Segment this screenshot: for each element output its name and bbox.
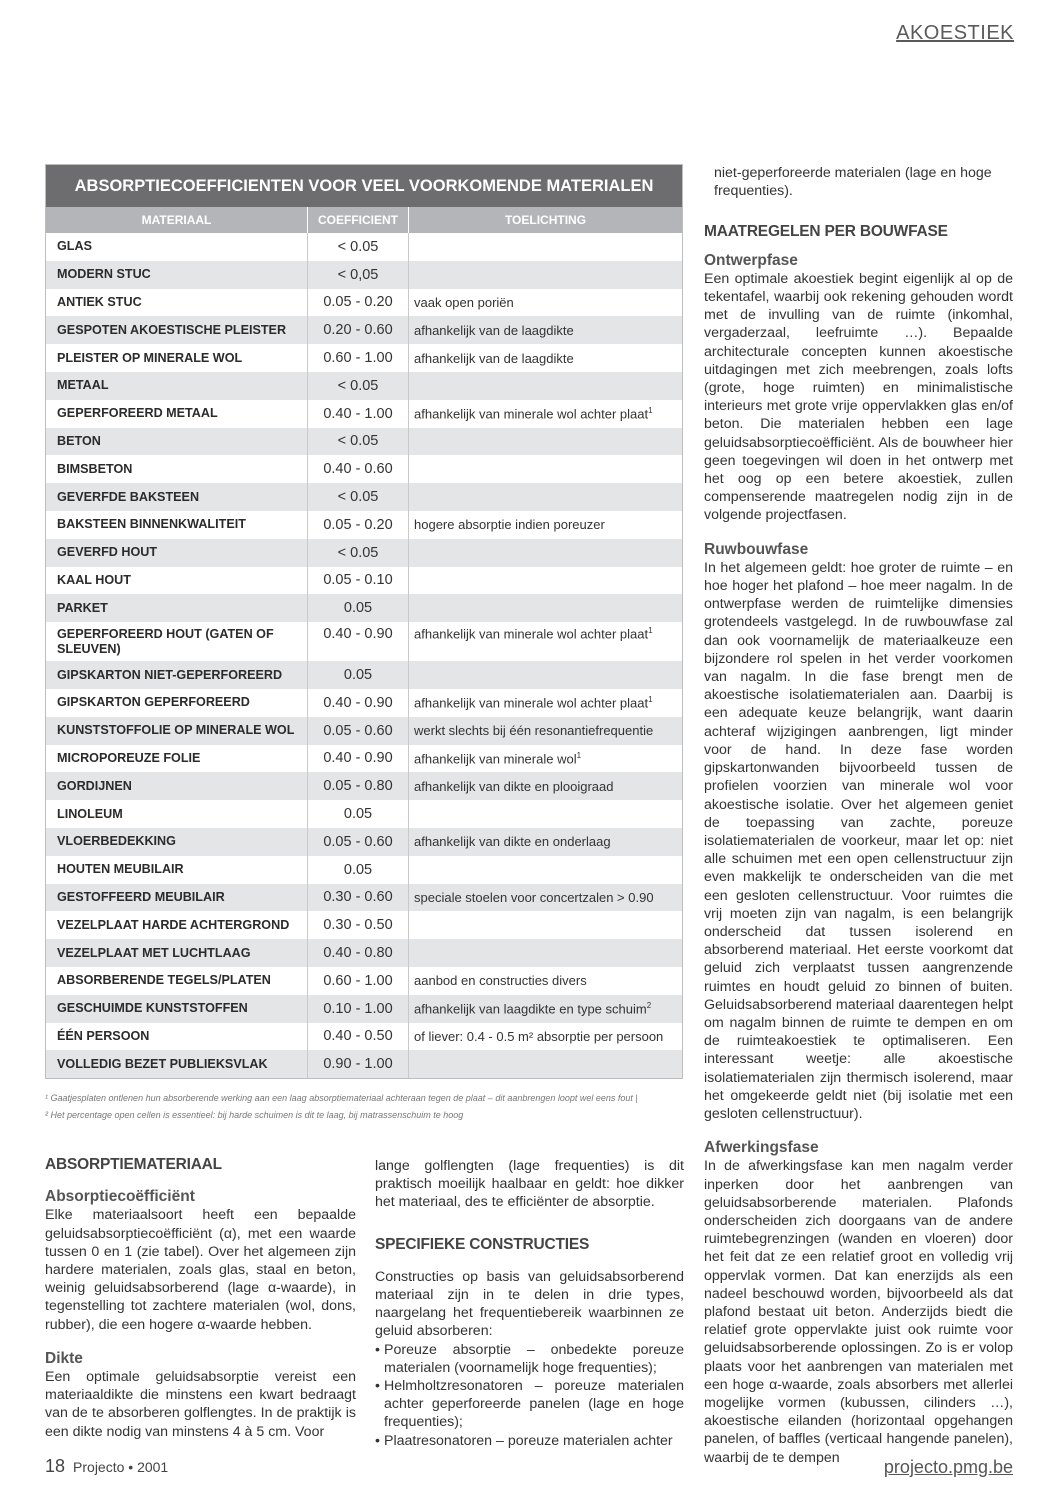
subheading-ruwbouwfase: Ruwbouwfase — [704, 540, 809, 558]
cell-coefficient: 0.20 - 0.60 — [308, 316, 409, 344]
cell-material: ÉÉN PERSOON — [46, 1023, 308, 1051]
cell-note — [409, 323, 682, 338]
column-right — [704, 164, 1013, 1467]
section-tag: AKOESTIEK — [896, 22, 1014, 44]
cell-material: GESPOTEN AKOESTISCHE PLEISTER — [46, 316, 308, 344]
column-header-note: TOELICHTING — [504, 213, 587, 227]
cell-coefficient: 0.40 - 0.60 — [308, 455, 409, 483]
cell-material: BETON — [46, 428, 308, 456]
cell-coefficient: 0.05 - 0.80 — [308, 772, 409, 800]
cell-note — [409, 834, 682, 849]
cell-coefficient: < 0.05 — [308, 233, 409, 261]
paragraph: Een optimale geluidsabsorptie vereist een materiaaldikte die minstens een kwart bedraagt van de te absorberen golflengtes. In de praktijk is een dikte nodig van minstens 4 à 5 cm. Voor — [45, 1369, 356, 1440]
footnote-ref: 1 — [648, 626, 653, 636]
cell-material: GESCHUIMDE KUNSTSTOFFEN — [46, 995, 308, 1023]
page-number: 18 — [45, 1456, 66, 1476]
cell-material: KAAL HOUT — [46, 567, 308, 595]
cell-coefficient: 0.05 — [308, 856, 409, 884]
table-row — [46, 967, 682, 995]
cell-note — [409, 779, 682, 794]
paragraph: Constructies op basis van geluidsabsorberend materiaal zijn in te delen in drie types, naargelang het frequentiebereik waarbinnen ze geluid absorberen: — [375, 1268, 684, 1340]
cell-material: GEVERFDE BAKSTEEN — [46, 483, 308, 511]
cell-note — [409, 695, 682, 710]
cell-material: GLAS — [46, 233, 308, 261]
list-item: • Plaatresonatoren – poreuze materialen achter — [375, 1432, 684, 1450]
table-row — [46, 400, 682, 428]
cell-material: METAAL — [46, 372, 308, 400]
heading-maatregelen: MAATREGELEN PER BOUWFASE — [704, 223, 948, 241]
note-text: afhankelijk van minerale wol achter plaat — [414, 695, 649, 711]
table-footnotes — [45, 1090, 695, 1124]
table-row — [46, 745, 682, 773]
cell-coefficient: < 0.05 — [308, 372, 409, 400]
note-text: afhankelijk van laagdikte en type schuim — [414, 1001, 647, 1017]
table-row — [46, 511, 682, 539]
table-row — [46, 233, 682, 261]
cell-material: BAKSTEEN BINNENKWALITEIT — [46, 511, 308, 539]
cell-material: VOLLEDIG BEZET PUBLIEKSVLAK — [46, 1050, 308, 1078]
cell-material: GESTOFFEERD MEUBILAIR — [46, 884, 308, 912]
paragraph: Elke materiaalsoort heeft een bepaalde geluidsabsorptiecoëfficiënt (α), met een waarde tussen 0 en 1 (zie tabel). Over het algemeen zijn hardere materialen, zoals glas, staal en beton, weinig geluidsabsorberend (lage α-waarde), in tegenstelling tot zachtere materialen (wol, dons, rubber), die een hogere α-waarde hebben. — [45, 1207, 356, 1333]
table-row — [46, 622, 682, 661]
table-body — [46, 233, 682, 1078]
cell-coefficient: 0.05 - 0.60 — [308, 717, 409, 745]
cell-note — [409, 973, 682, 988]
table-row — [46, 800, 682, 828]
magazine-name: Projecto • 2001 — [73, 1459, 169, 1475]
footnote-1: ¹ Gaatjesplaten ontlenen hun absorberende werking aan een laag absorptiemateriaal achteraan tegen de plaat – dit aanbrengen loopt wel eens fout | — [45, 1093, 638, 1103]
cell-material: GEPERFOREERD HOUT (GATEN OF SLEUVEN) — [46, 622, 308, 661]
cell-coefficient: 0.60 - 1.00 — [308, 967, 409, 995]
cell-coefficient: 0.05 - 0.20 — [308, 289, 409, 317]
heading-absorptiemateriaal: ABSORPTIEMATERIAAL — [45, 1156, 222, 1173]
note-text: hogere absorptie indien poreuzer — [414, 517, 605, 533]
footnote-ref: 1 — [648, 695, 653, 705]
cell-coefficient: < 0.05 — [308, 539, 409, 567]
cell-coefficient: 0.05 — [308, 800, 409, 828]
table-row — [46, 1050, 682, 1078]
page-footer — [45, 1456, 168, 1477]
column-header-material: MATERIAAL — [46, 207, 308, 233]
cell-material: MICROPOREUZE FOLIE — [46, 745, 308, 773]
paragraph-continuation: niet-geperforeerde materialen (lage en hoge frequenties). — [714, 165, 992, 200]
note-text: afhankelijk van minerale wol achter plaat — [414, 626, 649, 642]
cell-coefficient: 0.05 — [308, 594, 409, 622]
cell-note — [409, 751, 682, 766]
cell-note — [409, 295, 682, 310]
absorption-table — [45, 164, 683, 1079]
subheading-ontwerpfase: Ontwerpfase — [704, 251, 798, 269]
note-text: afhankelijk van dikte en plooigraad — [414, 778, 614, 794]
cell-coefficient: 0.90 - 1.00 — [308, 1050, 409, 1078]
table-row — [46, 539, 682, 567]
cell-material: KUNSTSTOFFOLIE OP MINERALE WOL — [46, 717, 308, 745]
note-text: werkt slechts bij één resonantiefrequentie — [414, 723, 654, 739]
cell-note — [409, 517, 682, 532]
table-row — [46, 483, 682, 511]
cell-note — [409, 351, 682, 366]
footnote-ref: 1 — [576, 750, 582, 760]
cell-coefficient: 0.40 - 0.90 — [308, 689, 409, 717]
table-row — [46, 717, 682, 745]
cell-note — [409, 406, 682, 421]
table-row — [46, 567, 682, 595]
table-row — [46, 911, 682, 939]
cell-coefficient: 0.10 - 1.00 — [308, 995, 409, 1023]
note-text: afhankelijk van minerale wol achter plaat — [414, 406, 649, 422]
table-row — [46, 428, 682, 456]
paragraph: Een optimale akoestiek begint eigenlijk al op de tekentafel, waarbij ook rekening gehouden wordt met de invulling van de ruimte (inkomhal, vergaderzaal, leefruimte …). Bepaalde architecturale concepten kunnen akoestische uitdagingen met zich meebrengen, zoals lofts (grote, hoge ruimten) en minimalistische interieurs met grote vrije oppervlakken glas en/of beton. Die materialen hebben een lage geluidsabsorptiecoëfficiënt. Als de bouwheer hier geen toegevingen wil doen in het ontwerp met het oog op een betere akoestiek, zullen compenserende maatregelen nodig zijn in de volgende projectfasen. — [704, 270, 1013, 524]
cell-material: VEZELPLAAT MET LUCHTLAAG — [46, 939, 308, 967]
table-row — [46, 261, 682, 289]
cell-note — [409, 723, 682, 738]
subheading-dikte: Dikte — [45, 1349, 83, 1367]
note-text: of liever: 0.4 - 0.5 m² absorptie per persoon — [414, 1028, 664, 1044]
heading-specifieke-constructies: SPECIFIEKE CONSTRUCTIES — [375, 1235, 590, 1253]
note-text: aanbod en constructies divers — [414, 973, 587, 989]
table-row — [46, 594, 682, 622]
table-row — [46, 772, 682, 800]
note-text: speciale stoelen voor concertzalen > 0.90 — [414, 889, 654, 905]
footnote-ref: 2 — [646, 1000, 652, 1010]
cell-material: ABSORBERENDE TEGELS/PLATEN — [46, 967, 308, 995]
cell-material: GEVERFD HOUT — [46, 539, 308, 567]
table-row — [46, 1023, 682, 1051]
note-text: afhankelijk van de laagdikte — [414, 350, 574, 366]
cell-coefficient: 0.05 — [308, 661, 409, 689]
footnote-ref: 1 — [648, 406, 653, 416]
note-text: vaak open poriën — [414, 294, 514, 310]
cell-material: GIPSKARTON GEPERFOREERD — [46, 689, 308, 717]
cell-material: VEZELPLAAT HARDE ACHTERGROND — [46, 911, 308, 939]
cell-material: HOUTEN MEUBILAIR — [46, 856, 308, 884]
cell-note — [409, 1029, 682, 1044]
note-text: afhankelijk van minerale wol — [414, 751, 577, 767]
cell-coefficient: 0.40 - 0.80 — [308, 939, 409, 967]
cell-material: ANTIEK STUC — [46, 289, 308, 317]
paragraph: lange golflengten (lage frequenties) is dit praktisch moeilijk haalbaar en geldt: hoe dikker het materiaal, des te efficiënter de absorptie. — [375, 1158, 684, 1211]
website-link[interactable]: projecto.pmg.be — [883, 1457, 1013, 1477]
table-row — [46, 689, 682, 717]
cell-coefficient: 0.30 - 0.60 — [308, 884, 409, 912]
paragraph: In het algemeen geldt: hoe groter de ruimte – en hoe hoger het plafond – hoe meer nagalm. In de ontwerpfase werden de ruimtelijke dimensies grotendeels vastgelegd. In de ruwbouwfase zal dan ook voornamelijk de materiaalkeuze een bijzondere rol spelen in het verder voorkomen van nagalm. In die fase brengt men de akoestische isolatiematerialen aan. Daarbij is een adequate keuze belangrijk, want daarin achteraf wijzigingen aanbrengen, ligt minder voor de hand. In deze fase worden gipskartonwanden bijvoorbeeld tussen de profielen voorzien van minerale wol voor akoestische isolatie. Over het algemeen geniet de toepassing van zachte, poreuze isolatiematerialen de voorkeur, maar let op: niet alle schuimen met een open cellenstructuur zijn even makkelijk te onderscheiden van die met een gesloten cellenstructuur. Voor ruimtes die vrij moeten zijn van nagalm, is een belangrijk onderscheid dat tussen isolerend en absorberend materiaal. Het eerste voorkomt dat geluid zich verplaatst tussen aangrenzende ruimtes en houdt geluid zo binnen of buiten. Geluidsabsorberend materiaal daarentegen helpt om nagalm binnen de ruimte te dempen en om de ruimteakoestiek te optimaliseren. Een interessant weetje: alle akoestische isolatiematerialen zijn thermisch isolerend, maar het omgekeerde geldt niet (bij isolatie met een gesloten cellenstructuur). — [704, 559, 1013, 1122]
cell-note — [409, 1001, 682, 1016]
construction-types-list — [375, 1341, 684, 1450]
cell-coefficient: 0.30 - 0.50 — [308, 911, 409, 939]
column-middle — [375, 1157, 684, 1450]
cell-material: GIPSKARTON NIET-GEPERFOREERD — [46, 661, 308, 689]
table-row — [46, 884, 682, 912]
cell-note — [409, 890, 682, 905]
cell-material: BIMSBETON — [46, 455, 308, 483]
table-title: ABSORPTIECOEFFICIENTEN VOOR VEEL VOORKOMENDE MATERIALEN — [46, 165, 682, 207]
cell-note — [409, 622, 682, 641]
cell-coefficient: 0.05 - 0.60 — [308, 828, 409, 856]
cell-material: PARKET — [46, 594, 308, 622]
cell-material: PLEISTER OP MINERALE WOL — [46, 344, 308, 372]
table-row — [46, 289, 682, 317]
subheading-afwerkingsfase: Afwerkingsfase — [704, 1139, 819, 1157]
cell-coefficient: < 0,05 — [308, 261, 409, 289]
column-left — [45, 1156, 356, 1441]
paragraph: In de afwerkingsfase kan men nagalm verder inperken door het aanbrengen van geluidsabsorberende materialen. Plafonds onderscheiden zich doorgaans van de andere ruimtebegrenzingen (wanden en vloeren) door het feit dat ze een relatief groot en volledig vrij oppervlak vormen. Dat kan enerzijds als een nadeel beschouwd worden, bijvoorbeeld als dat plafond bestaat uit beton. Anderzijds biedt die relatief grote oppervlakte juist ook ruimte voor geluidsabsorberende oplossingen. Zo is er volop plaats voor het aanbrengen van materialen met een hoge α-waarde, zoals absorbers met allerlei mogelijke vormen (kubussen, cilinders …), akoestische eilanden (horizontaal opgehangen panelen, of baffles (verticaal hangende panelen), waarbij de te dempen — [704, 1158, 1013, 1466]
cell-coefficient: 0.05 - 0.20 — [308, 511, 409, 539]
table-row — [46, 939, 682, 967]
cell-material: LINOLEUM — [46, 800, 308, 828]
table-row — [46, 856, 682, 884]
table-header — [46, 207, 682, 233]
note-text: afhankelijk van de laagdikte — [414, 322, 574, 338]
cell-material: GEPERFOREERD METAAL — [46, 400, 308, 428]
table-row — [46, 316, 682, 344]
table-row — [46, 828, 682, 856]
cell-coefficient: 0.40 - 1.00 — [308, 400, 409, 428]
column-header-coefficient: COEFFICIENT — [308, 207, 409, 233]
cell-coefficient: 0.60 - 1.00 — [308, 344, 409, 372]
cell-coefficient: 0.40 - 0.50 — [308, 1023, 409, 1051]
footnote-2: ² Het percentage open cellen is essentieel: bij harde schuimen is dit te laag, bij matrassenschuim te hoog — [45, 1110, 464, 1120]
list-item: • Poreuze absorptie – onbedekte poreuze materialen (voornamelijk hoge frequenties); — [375, 1341, 684, 1377]
cell-material: GORDIJNEN — [46, 772, 308, 800]
table-row — [46, 344, 682, 372]
table-row — [46, 455, 682, 483]
cell-coefficient: < 0.05 — [308, 483, 409, 511]
cell-coefficient: < 0.05 — [308, 428, 409, 456]
cell-coefficient: 0.40 - 0.90 — [308, 622, 409, 661]
table-row — [46, 661, 682, 689]
table-row — [46, 995, 682, 1023]
subheading-absorptiecoefficient: Absorptiecoëfficiënt — [45, 1188, 195, 1206]
cell-coefficient: 0.40 - 0.90 — [308, 745, 409, 773]
cell-material: VLOERBEDEKKING — [46, 828, 308, 856]
list-item: • Helmholtzresonatoren – poreuze materialen achter geperforeerde panelen (lage en hoge frequenties); — [375, 1377, 684, 1432]
cell-coefficient: 0.05 - 0.10 — [308, 567, 409, 595]
cell-material: MODERN STUC — [46, 261, 308, 289]
note-text: afhankelijk van dikte en onderlaag — [414, 834, 611, 850]
table-row — [46, 372, 682, 400]
